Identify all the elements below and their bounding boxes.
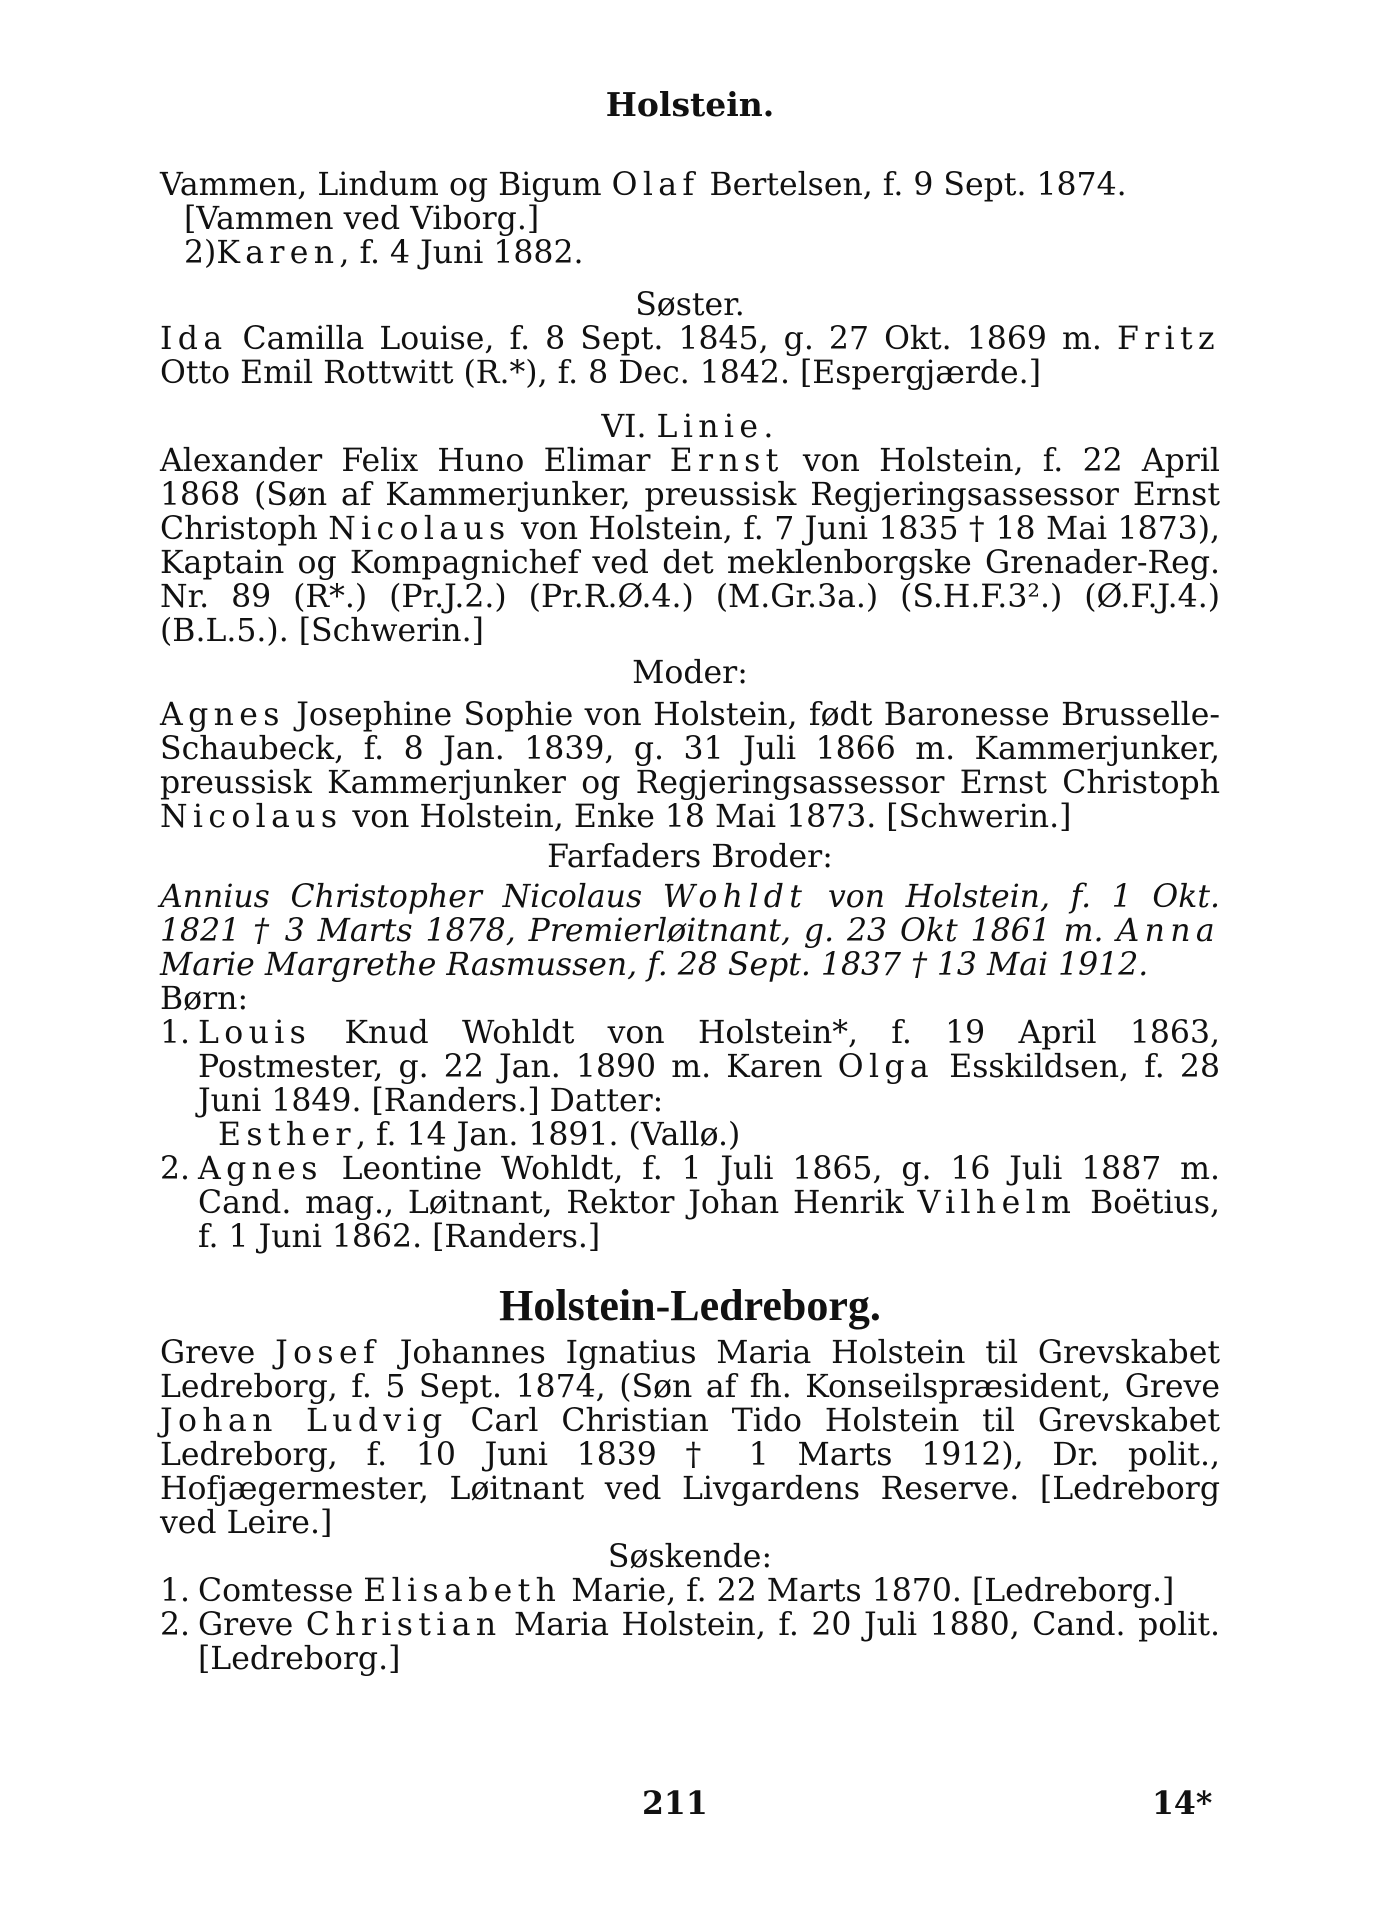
page-footer	[0, 1787, 1373, 1827]
person-name: Elisabeth	[363, 1573, 562, 1609]
person-name: Josef	[275, 1335, 380, 1371]
list-item: Esther, f. 14 Jan. 1891. (Vallø.)	[218, 1117, 741, 1153]
person-name: Olga	[837, 1049, 935, 1085]
entry-line: [Vammen ved Viborg.]	[184, 201, 540, 237]
person-name: Ida	[160, 321, 228, 357]
person-name: Karen	[216, 235, 340, 271]
section-linie-6	[160, 410, 1220, 648]
person-name: Johan Ludvig	[160, 1403, 448, 1439]
person-name: Agnes	[160, 697, 285, 733]
person-name: Anna	[1116, 913, 1220, 949]
person-name: Louis	[198, 1015, 312, 1051]
running-head: Holstein.	[605, 85, 775, 124]
person-name: Ernst	[669, 443, 784, 479]
section-heading: Moder:	[632, 655, 748, 691]
person-name: Olaf	[611, 167, 700, 203]
person-name: Esther	[218, 1117, 356, 1153]
section-heading: Søster.	[635, 287, 745, 323]
section-heading: Søskende:	[607, 1539, 773, 1575]
person-name: Fritz	[1116, 321, 1221, 357]
children-label: Børn:	[160, 981, 249, 1017]
person-name: Agnes	[198, 1151, 323, 1187]
entry-line: 2)Karen, f. 4 Juni 1882.	[184, 235, 584, 271]
entry-vammen	[160, 168, 1220, 270]
entry-line: Vammen, Lindum og Bigum Olaf Bertelsen, f. 9 Sept. 1874.	[160, 167, 1127, 203]
person-name: Nicolaus	[160, 799, 343, 835]
person-name: Vilhelm	[917, 1185, 1077, 1221]
entry-text: Alexander Felix Huno Elimar Ernst von Holstein, f. 22 April 1868 (Søn af Kammerjunker, preussisk Regjeringsassessor Ernst Christoph Nicolaus von Holstein, f. 7 Juni 1835 † 18 Mai 1873), Kaptain og Kompagnichef ved det meklenborgske Grenader-Reg. Nr. 89 (R*.) (Pr.J.2.) (Pr.R.Ø.4.) (M.Gr.3a.) (S.H.F.3².) (Ø.F.J.4.) (B.L.5.). [Schwerin.]	[160, 443, 1221, 649]
section-farfader	[160, 840, 1220, 1254]
list-item: 2. Greve Christian Maria Holstein, f. 20 Juli 1880, Cand. polit. [Ledreborg.]	[160, 1607, 1221, 1677]
list-item: 2. Agnes Leontine Wohldt, f. 1 Juli 1865, g. 16 Juli 1887 m. Cand. mag., Løitnant, Rektor Johan Henrik Vilhelm Boëtius, f. 1 Juni 1862. [Randers.]	[160, 1151, 1221, 1255]
person-name: Wohldt	[662, 879, 808, 915]
entry-text: Agnes Josephine Sophie von Holstein, født Baronesse Brusselle-Schaubeck, f. 8 Jan. 1839, g. 31 Juli 1866 m. Kammerjunker, preussisk Kammerjunker og Regjeringsassessor Ernst Christoph Nicolaus von Holstein, Enke 18 Mai 1873. [Schwerin.]	[160, 697, 1220, 835]
section-soster	[160, 288, 1220, 390]
list-item: 1. Louis Knud Wohldt von Holstein*, f. 19 April 1863, Postmester, g. 22 Jan. 1890 m. Karen Olga Esskildsen, f. 28 Juni 1849. [Randers.] Datter:	[160, 1015, 1221, 1119]
page-number: 211	[642, 1785, 708, 1822]
entry-text: Greve Josef Johannes Ignatius Maria Holstein til Grevskabet Ledreborg, f. 5 Sept. 1874, (Søn af fh. Konseilspræsident, Greve Johan Ludvig Carl Christian Tido Holstein til Grevskabet Ledreborg, f. 10 Juni 1839 † 1 Marts 1912), Dr. polit., Hofjægermester, Løitnant ved Livgardens Reserve. [Ledreborg ved Leire.]	[160, 1335, 1221, 1541]
person-name: Christian	[305, 1607, 502, 1643]
list-item: 1. Comtesse Elisabeth Marie, f. 22 Marts 1870. [Ledreborg.]	[160, 1573, 1175, 1609]
section-title: Holstein-Ledreborg.	[499, 1281, 881, 1330]
section-heading: VI. Linie.	[601, 409, 779, 445]
section-moder	[160, 656, 1220, 834]
person-name: Nicolaus	[328, 511, 511, 547]
section-ledreborg	[160, 1276, 1220, 1676]
entry-text: Ida Camilla Louise, f. 8 Sept. 1845, g. 27 Okt. 1869 m. Fritz Otto Emil Rottwitt (R.*), f. 8 Dec. 1842. [Espergjærde.]	[160, 321, 1221, 391]
page-content	[160, 85, 1221, 1677]
signature-mark: 14*	[1152, 1785, 1213, 1822]
entry-text: Annius Christopher Nicolaus Wohldt von Holstein, f. 1 Okt. 1821 † 3 Marts 1878, Premierløitnant, g. 23 Okt 1861 m. Anna Marie Margrethe Rasmussen, f. 28 Sept. 1837 † 13 Mai 1912.	[160, 879, 1221, 983]
section-heading: Farfaders Broder:	[547, 839, 833, 875]
